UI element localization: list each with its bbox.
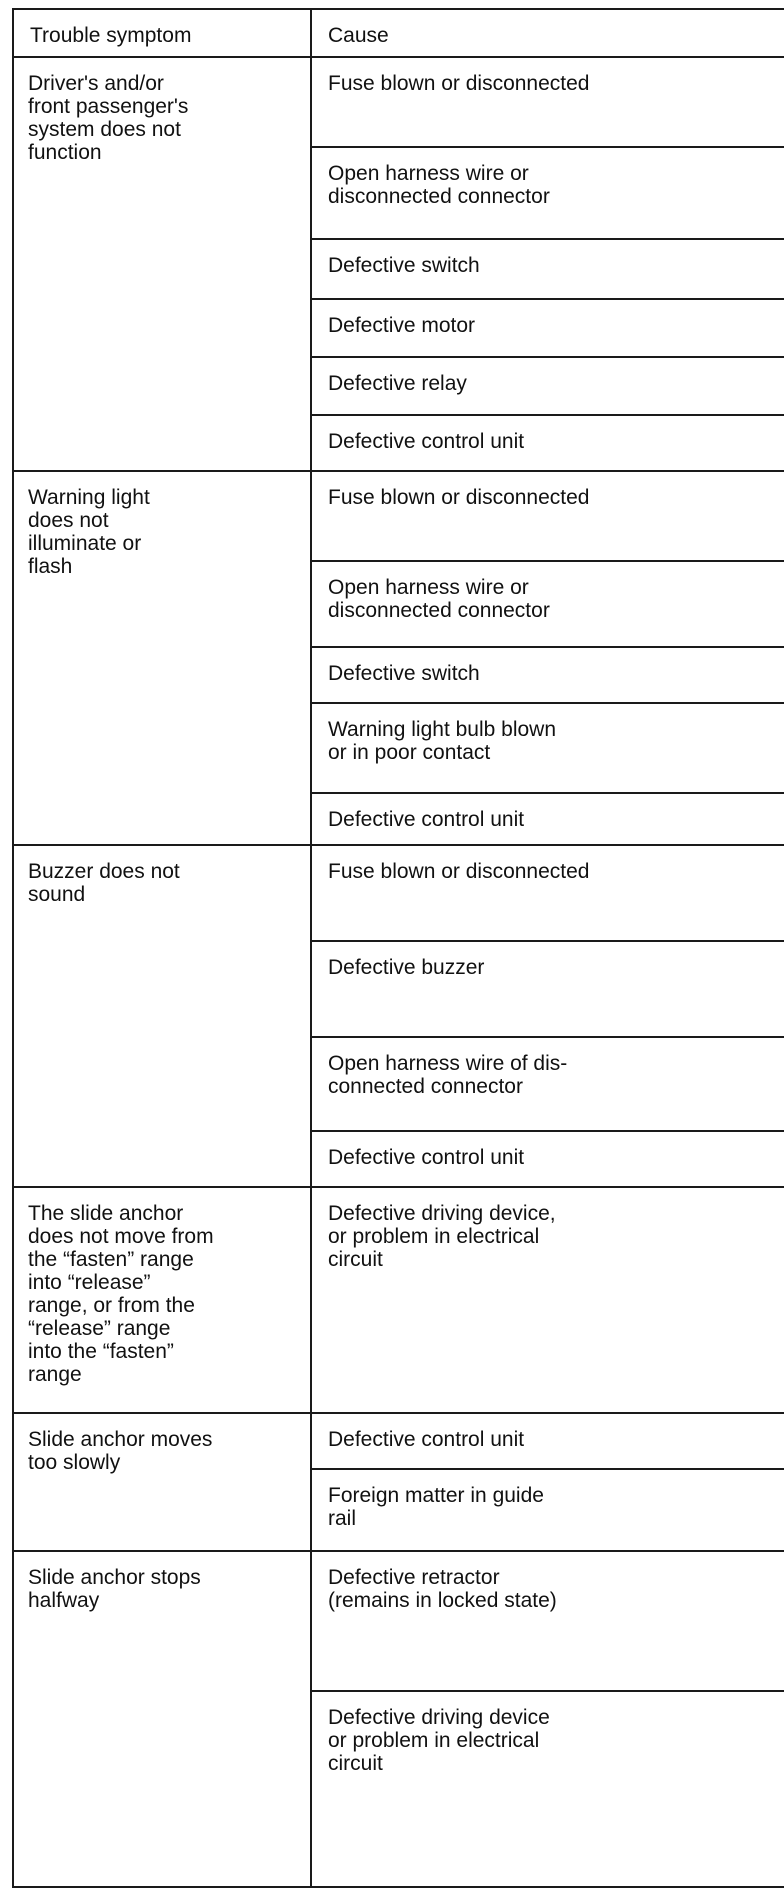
symptom-text: Warning light does not illuminate or flash [28,486,150,578]
cause-cell [311,299,784,357]
header-cause-text: Cause [328,24,389,47]
header-trouble-symptom-text: Trouble symptom [30,24,192,47]
troubleshooting-grid [12,8,784,1888]
cause-cell [311,703,784,793]
cause-cell [311,357,784,415]
symptom-text: Driver's and/or front passenger's system does not function [28,72,189,164]
symptom-cell [13,1413,311,1551]
cause-cell [311,647,784,703]
header-trouble-symptom [13,9,311,57]
symptom-cell [13,471,311,845]
cause-cell [311,1413,784,1469]
cause-text: Defective control unit [328,1146,525,1169]
cause-cell [311,471,784,561]
troubleshooting-table [12,8,784,1888]
cause-text: Defective control unit [328,1428,525,1451]
symptom-text: Slide anchor stops halfway [28,1566,201,1612]
cause-text: Defective driving device, or problem in electrical circuit [328,1202,556,1271]
cause-text: Fuse blown or disconnected [328,486,590,509]
header-cause [311,9,784,57]
symptom-text: The slide anchor does not move from the “fasten” range into “release” range, or from the “release” range into the “fasten” range [28,1202,214,1386]
symptom-text: Slide anchor moves too slowly [28,1428,213,1474]
cause-cell [311,57,784,147]
table-row [13,57,784,147]
cause-cell [311,1551,784,1691]
table-row [13,845,784,941]
cause-text: Defective control unit [328,430,525,453]
cause-cell [311,793,784,845]
cause-cell [311,415,784,471]
cause-text: Foreign matter in guide rail [328,1484,544,1530]
cause-cell [311,561,784,647]
cause-text: Defective control unit [328,808,525,831]
cause-text: Fuse blown or disconnected [328,72,590,95]
cause-text: Defective buzzer [328,956,485,979]
cause-text: Defective relay [328,372,467,395]
table-row [13,1413,784,1469]
cause-text: Defective switch [328,662,480,685]
cause-text: Defective driving device or problem in electrical circuit [328,1706,550,1775]
cause-cell [311,1037,784,1131]
cause-cell [311,1469,784,1551]
table-row [13,1187,784,1413]
cause-text: Open harness wire or disconnected connector [328,162,550,208]
symptom-text: Buzzer does not sound [28,860,180,906]
cause-text: Defective motor [328,314,476,337]
cause-text: Warning light bulb blown or in poor contact [328,718,557,764]
symptom-cell [13,57,311,471]
cause-cell [311,941,784,1037]
symptom-cell [13,1551,311,1887]
cause-cell [311,239,784,299]
cause-cell [311,147,784,239]
header-row [13,9,784,57]
cause-text: Open harness wire or disconnected connector [328,576,550,622]
symptom-cell [13,845,311,1187]
cause-text: Fuse blown or disconnected [328,860,590,883]
table-row [13,1551,784,1691]
cause-cell [311,845,784,941]
cause-cell [311,1691,784,1887]
cause-cell [311,1131,784,1187]
table-row [13,471,784,561]
cause-text: Defective retractor (remains in locked state) [328,1566,557,1612]
cause-cell [311,1187,784,1413]
cause-text: Defective switch [328,254,480,277]
symptom-cell [13,1187,311,1413]
cause-text: Open harness wire of dis- connected connector [328,1052,568,1098]
